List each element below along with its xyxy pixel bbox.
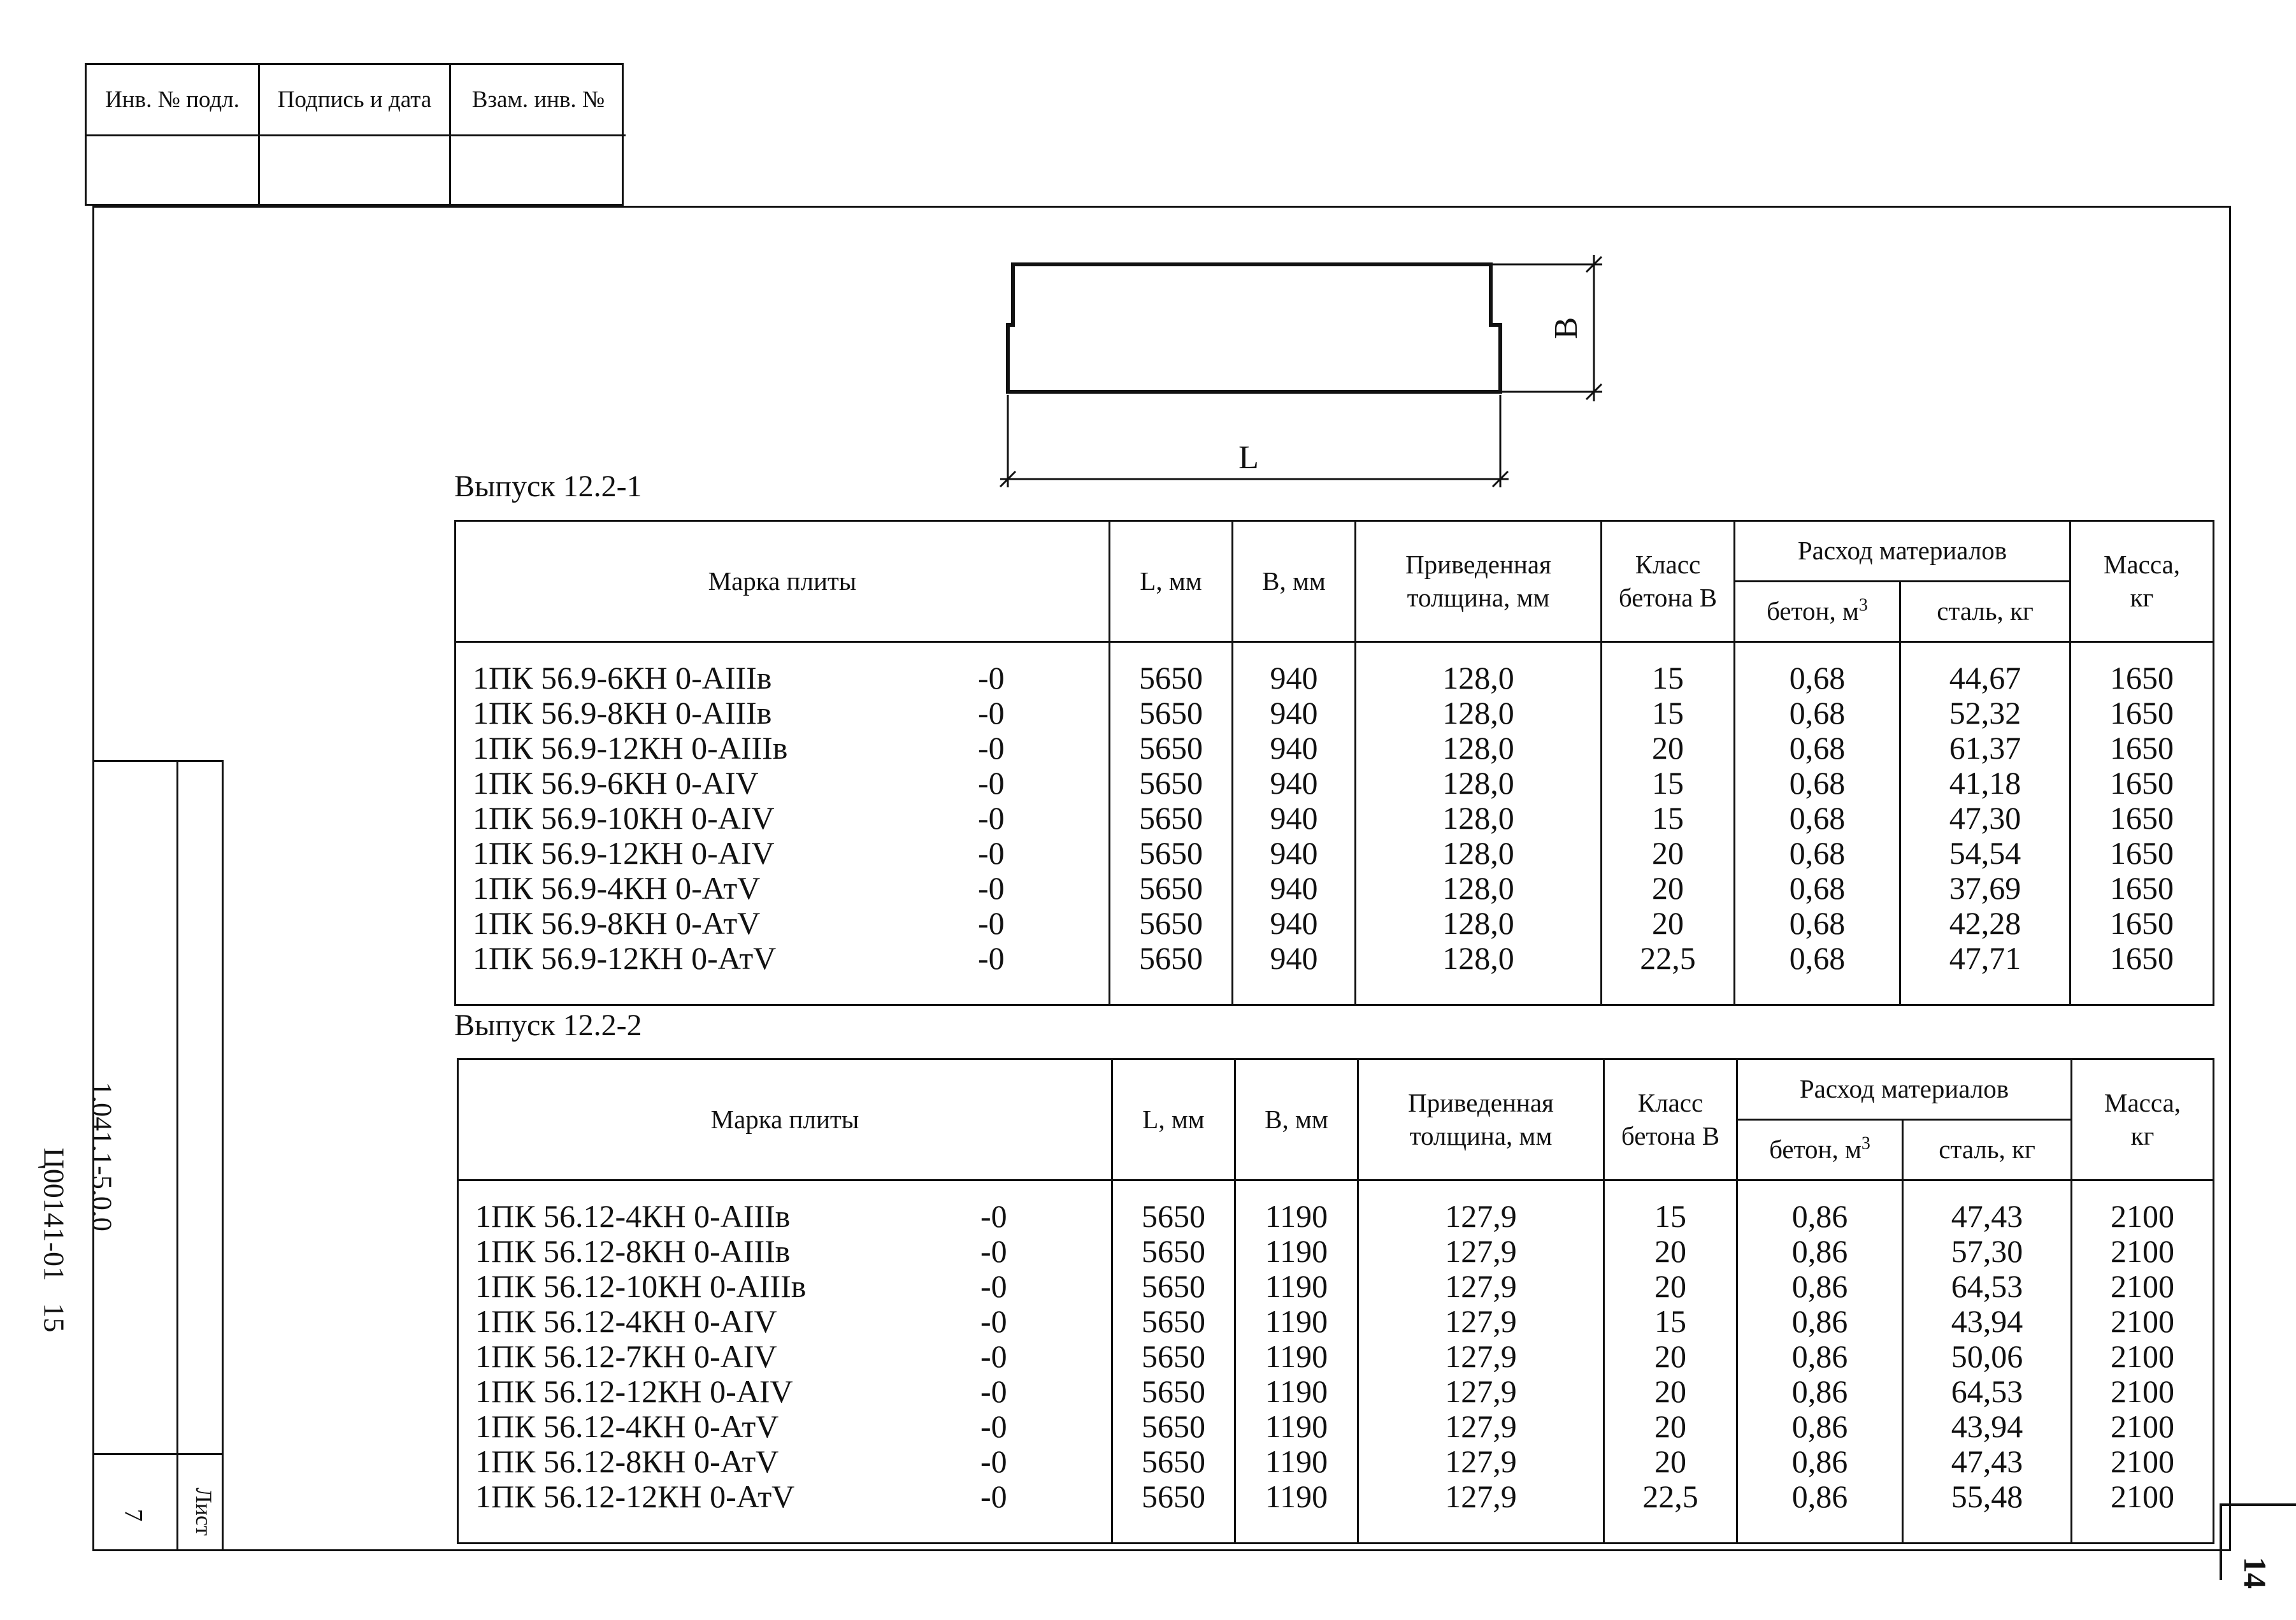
table-row-l: 5650 xyxy=(1139,800,1203,836)
header-concrete-class: Класс бетона B xyxy=(1604,1059,1737,1180)
table-row-mass: 1650 xyxy=(2110,905,2174,941)
plate-mark: 1ПК 56.12-8КН 0-АIIIв xyxy=(475,1233,791,1269)
table-row-l: 5650 xyxy=(1139,660,1203,696)
plate-mark: 1ПК 56.12-12КН 0-АтV xyxy=(475,1479,795,1514)
plate-mark-suffix: -0 xyxy=(978,835,1005,871)
table-row-steel: 47,30 xyxy=(1949,800,2021,836)
table-row-steel: 43,94 xyxy=(1951,1303,2023,1339)
table-row-b: 1190 xyxy=(1265,1303,1328,1339)
plate-mark: 1ПК 56.12-10КН 0-АIIIв xyxy=(475,1268,807,1304)
table-row-concrete: 0,68 xyxy=(1789,660,1846,696)
plate-mark-suffix: -0 xyxy=(980,1479,1007,1514)
plate-mark: 1ПК 56.12-4КН 0-АIV xyxy=(475,1303,777,1339)
table-row-l: 5650 xyxy=(1139,940,1203,976)
header-width: B, мм xyxy=(1235,1059,1358,1180)
page-number: 14 xyxy=(2237,1557,2273,1589)
table-row-class: 20 xyxy=(1654,1444,1686,1479)
table-row-steel: 42,28 xyxy=(1949,905,2021,941)
table-row-concrete: 0,68 xyxy=(1789,835,1846,871)
table-row-thickness: 127,9 xyxy=(1445,1409,1517,1444)
page-number-divider-top xyxy=(2220,1503,2296,1506)
table-row-l: 5650 xyxy=(1139,835,1203,871)
table-row-concrete: 0,86 xyxy=(1791,1444,1848,1479)
plate-mark: 1ПК 56.9-12КН 0-АтV xyxy=(473,940,777,976)
table-row-l: 5650 xyxy=(1139,695,1203,731)
plate-mark-suffix: -0 xyxy=(978,730,1005,766)
plate-mark-suffix: -0 xyxy=(980,1198,1007,1234)
table-row-mark xyxy=(473,661,1109,696)
table-row-mark xyxy=(475,1444,1111,1479)
column-length xyxy=(1110,642,1233,1005)
table-row-b: 1190 xyxy=(1265,1479,1328,1514)
plate-mark-suffix: -0 xyxy=(978,800,1005,836)
plate-mark-suffix: -0 xyxy=(978,870,1005,906)
plate-mark-suffix: -0 xyxy=(980,1268,1007,1304)
column-steel xyxy=(1903,1180,2072,1544)
table-row-steel: 41,18 xyxy=(1949,765,2021,801)
table-row-l: 5650 xyxy=(1142,1233,1205,1269)
dimension-b-label: B xyxy=(1548,317,1584,340)
table-row-l: 5650 xyxy=(1139,730,1203,766)
plate-mark: 1ПК 56.9-6КН 0-АIV xyxy=(473,765,759,801)
table-row-mass: 1650 xyxy=(2110,695,2174,731)
table-row-concrete: 0,68 xyxy=(1789,765,1846,801)
table-row-mark xyxy=(475,1374,1111,1409)
header-concrete-volume: бетон, $м^3$ xyxy=(1735,582,1900,642)
table-row-class: 22,5 xyxy=(1640,940,1696,976)
table-row-l: 5650 xyxy=(1139,765,1203,801)
table-row-class: 15 xyxy=(1652,765,1684,801)
plate-mark: 1ПК 56.12-4КН 0-АтV xyxy=(475,1409,779,1444)
table-row-mark xyxy=(473,906,1109,941)
table-row-class: 20 xyxy=(1652,870,1684,906)
plate-mark: 1ПК 56.12-8КН 0-АтV xyxy=(475,1444,779,1479)
table-row-class: 20 xyxy=(1652,730,1684,766)
table-row-thickness: 127,9 xyxy=(1445,1198,1517,1234)
header-thickness: Приведенная толщина, мм xyxy=(1358,1059,1604,1180)
table-row-mark xyxy=(475,1479,1111,1514)
table-row-concrete: 0,68 xyxy=(1789,940,1846,976)
table-row-l: 5650 xyxy=(1142,1479,1205,1514)
stamp-column-signature xyxy=(260,65,451,204)
plate-mark-suffix: -0 xyxy=(980,1303,1007,1339)
column-steel xyxy=(1900,642,2070,1005)
table-row-class: 20 xyxy=(1654,1409,1686,1444)
table-row-concrete: 0,86 xyxy=(1791,1338,1848,1374)
table-row-concrete: 0,86 xyxy=(1791,1409,1848,1444)
table-row-mass: 1650 xyxy=(2110,730,2174,766)
section-title-1: Выпуск 12.2-1 xyxy=(454,470,642,503)
column-mass xyxy=(2072,1180,2214,1544)
table-row-l: 5650 xyxy=(1139,905,1203,941)
dimension-l-label: L xyxy=(1238,440,1259,476)
table-row-b: 1190 xyxy=(1265,1268,1328,1304)
table-row-mass: 2100 xyxy=(2111,1233,2175,1269)
table-row-mass: 1650 xyxy=(2110,800,2174,836)
table-row-b: 940 xyxy=(1270,660,1318,696)
table-row-class: 20 xyxy=(1652,835,1684,871)
column-length xyxy=(1112,1180,1235,1544)
table-row-thickness: 127,9 xyxy=(1445,1303,1517,1339)
header-material-consumption: Расход материалов xyxy=(1737,1059,2072,1120)
table-row-thickness: 127,9 xyxy=(1445,1373,1517,1409)
table-row-steel: 64,53 xyxy=(1951,1268,2023,1304)
header-mass: Масса, кг xyxy=(2070,521,2214,642)
header-steel: сталь, кг xyxy=(1903,1120,2072,1180)
table-row-class: 20 xyxy=(1654,1338,1686,1374)
table-row-l: 5650 xyxy=(1142,1268,1205,1304)
table-row-thickness: 127,9 xyxy=(1445,1444,1517,1479)
stamp-column-inv xyxy=(87,65,260,204)
document-code: 1.041.1-5.0.0 xyxy=(86,1082,118,1231)
table-row-mark xyxy=(473,941,1109,976)
table-row-steel: 61,37 xyxy=(1949,730,2021,766)
column-mass xyxy=(2070,642,2214,1005)
table-row-class: 22,5 xyxy=(1642,1479,1698,1514)
table-row-steel: 43,94 xyxy=(1951,1409,2023,1444)
table-row-b: 940 xyxy=(1270,905,1318,941)
table-row-thickness: 128,0 xyxy=(1442,660,1514,696)
table-row-steel: 47,71 xyxy=(1949,940,2021,976)
table-row-mass: 2100 xyxy=(2111,1303,2175,1339)
plate-mark: 1ПК 56.9-8КН 0-АIIIв xyxy=(473,695,772,731)
table-row-thickness: 128,0 xyxy=(1442,800,1514,836)
table-row-b: 1190 xyxy=(1265,1338,1328,1374)
column-mark xyxy=(456,642,1110,1005)
table-row-mark xyxy=(475,1234,1111,1269)
table-row-steel: 55,48 xyxy=(1951,1479,2023,1514)
table-row-mass: 2100 xyxy=(2111,1409,2175,1444)
table-row-mark xyxy=(475,1409,1111,1444)
header-mass: Масса, кг xyxy=(2072,1059,2214,1180)
table-row-thickness: 127,9 xyxy=(1445,1338,1517,1374)
header-mark: Марка плиты xyxy=(456,521,1110,642)
plate-mark: 1ПК 56.9-8КН 0-АтV xyxy=(473,905,761,941)
plate-mark: 1ПК 56.9-4КН 0-АтV xyxy=(473,870,761,906)
spec-table-2 xyxy=(457,1058,2214,1544)
table-row-mass: 2100 xyxy=(2111,1338,2175,1374)
column-concrete-volume xyxy=(1737,1180,1903,1544)
table-row-b: 940 xyxy=(1270,765,1318,801)
table-row-concrete: 0,86 xyxy=(1791,1373,1848,1409)
plate-mark: 1ПК 56.12-12КН 0-АIV xyxy=(475,1373,793,1409)
table-row-concrete: 0,68 xyxy=(1789,730,1846,766)
table-row-steel: 54,54 xyxy=(1949,835,2021,871)
plate-mark-suffix: -0 xyxy=(978,940,1005,976)
table-row-thickness: 127,9 xyxy=(1445,1233,1517,1269)
plate-mark-suffix: -0 xyxy=(978,660,1005,696)
column-concrete-class xyxy=(1604,1180,1737,1544)
table-row-thickness: 128,0 xyxy=(1442,905,1514,941)
table-row-class: 15 xyxy=(1652,695,1684,731)
table-row-b: 940 xyxy=(1270,730,1318,766)
table-row-thickness: 127,9 xyxy=(1445,1268,1517,1304)
table-row-mark xyxy=(473,766,1109,801)
table-row-concrete: 0,86 xyxy=(1791,1268,1848,1304)
table-row-b: 1190 xyxy=(1265,1409,1328,1444)
plate-mark-suffix: -0 xyxy=(980,1338,1007,1374)
side-divider-vertical xyxy=(176,762,178,1549)
table-row-mark xyxy=(473,696,1109,731)
table-row-b: 940 xyxy=(1270,940,1318,976)
table-row-steel: 37,69 xyxy=(1949,870,2021,906)
header-length: L, мм xyxy=(1112,1059,1235,1180)
sheet-label: Лист xyxy=(191,1487,217,1536)
plate-mark: 1ПК 56.12-7КН 0-АIV xyxy=(475,1338,777,1374)
column-thickness xyxy=(1358,1180,1604,1544)
header-thickness: Приведенная толщина, мм xyxy=(1356,521,1602,642)
table-row-mass: 1650 xyxy=(2110,765,2174,801)
table-row-concrete: 0,86 xyxy=(1791,1303,1848,1339)
plate-mark: 1ПК 56.9-10КН 0-АIV xyxy=(473,800,775,836)
table-row-thickness: 128,0 xyxy=(1442,870,1514,906)
table-row-b: 940 xyxy=(1270,695,1318,731)
table-row-mark xyxy=(473,731,1109,766)
column-width xyxy=(1233,642,1356,1005)
plate-mark-suffix: -0 xyxy=(980,1409,1007,1444)
table-row-steel: 50,06 xyxy=(1951,1338,2023,1374)
table-row-l: 5650 xyxy=(1142,1444,1205,1479)
table-row-b: 1190 xyxy=(1265,1444,1328,1479)
table-row-class: 20 xyxy=(1652,905,1684,941)
table-row-mark xyxy=(475,1269,1111,1304)
header-concrete-volume: бетон, $м^3$ xyxy=(1737,1120,1903,1180)
table-row-l: 5650 xyxy=(1139,870,1203,906)
stamp-column-replacement xyxy=(451,65,626,204)
table-row-b: 940 xyxy=(1270,870,1318,906)
table-row-mark xyxy=(475,1304,1111,1339)
table-row-mass: 2100 xyxy=(2111,1444,2175,1479)
table-row-thickness: 128,0 xyxy=(1442,765,1514,801)
table-row-concrete: 0,68 xyxy=(1789,695,1846,731)
table-row-mass: 2100 xyxy=(2111,1373,2175,1409)
plate-mark-suffix: -0 xyxy=(980,1444,1007,1479)
plate-mark: 1ПК 56.9-6КН 0-АIIIв xyxy=(473,660,772,696)
table-row-mark xyxy=(473,836,1109,871)
header-steel: сталь, кг xyxy=(1900,582,2070,642)
stamp-header-inv: Инв. № подл. xyxy=(87,65,258,136)
table-row-steel: 44,67 xyxy=(1949,660,2021,696)
plate-mark: 1ПК 56.12-4КН 0-АIIIв xyxy=(475,1198,791,1234)
column-mark xyxy=(458,1180,1112,1544)
column-width xyxy=(1235,1180,1358,1544)
table-row-class: 15 xyxy=(1652,800,1684,836)
table-row-b: 1190 xyxy=(1265,1373,1328,1409)
table-row-steel: 47,43 xyxy=(1951,1198,2023,1234)
archive-code: Ц00141-01 15 xyxy=(38,1147,71,1333)
table-row-class: 20 xyxy=(1654,1268,1686,1304)
table-row-b: 1190 xyxy=(1265,1233,1328,1269)
table-row-class: 15 xyxy=(1654,1198,1686,1234)
table-row-mass: 1650 xyxy=(2110,835,2174,871)
table-row-mark xyxy=(475,1199,1111,1234)
table-row-steel: 52,32 xyxy=(1949,695,2021,731)
table-row-class: 20 xyxy=(1654,1373,1686,1409)
plate-mark-suffix: -0 xyxy=(978,765,1005,801)
table-row-mass: 2100 xyxy=(2111,1198,2175,1234)
plate-mark-suffix: -0 xyxy=(980,1373,1007,1409)
table-row-steel: 57,30 xyxy=(1951,1233,2023,1269)
table-row-mass: 2100 xyxy=(2111,1479,2175,1514)
page-number-divider xyxy=(2220,1503,2222,1580)
header-material-consumption: Расход материалов xyxy=(1735,521,2070,582)
column-concrete-class xyxy=(1602,642,1735,1005)
header-length: L, мм xyxy=(1110,521,1233,642)
sheet-number: 7 xyxy=(119,1509,148,1522)
column-concrete-volume xyxy=(1735,642,1900,1005)
table-row-class: 15 xyxy=(1652,660,1684,696)
table-row-concrete: 0,68 xyxy=(1789,870,1846,906)
table-row-thickness: 128,0 xyxy=(1442,835,1514,871)
plate-mark-suffix: -0 xyxy=(978,695,1005,731)
header-width: B, мм xyxy=(1233,521,1356,642)
table-row-l: 5650 xyxy=(1142,1373,1205,1409)
table-row-mark xyxy=(473,871,1109,906)
table-row-mark xyxy=(475,1339,1111,1374)
section-title-2: Выпуск 12.2-2 xyxy=(454,1008,642,1042)
table-row-l: 5650 xyxy=(1142,1338,1205,1374)
table-row-mass: 2100 xyxy=(2111,1268,2175,1304)
spec-table-1 xyxy=(454,520,2214,1006)
table-row-concrete: 0,86 xyxy=(1791,1233,1848,1269)
table-row-concrete: 0,68 xyxy=(1789,905,1846,941)
column-thickness xyxy=(1356,642,1602,1005)
table-row-b: 940 xyxy=(1270,835,1318,871)
stamp-header-signature: Подпись и дата xyxy=(260,65,449,136)
table-row-class: 15 xyxy=(1654,1303,1686,1339)
table-row-mass: 1650 xyxy=(2110,870,2174,906)
table-row-steel: 47,43 xyxy=(1951,1444,2023,1479)
plate-mark: 1ПК 56.9-12КН 0-АIIIв xyxy=(473,730,788,766)
stamp-header-replacement: Взам. инв. № xyxy=(451,65,626,136)
table-row-thickness: 128,0 xyxy=(1442,695,1514,731)
table-row-concrete: 0,86 xyxy=(1791,1479,1848,1514)
table-row-steel: 64,53 xyxy=(1951,1373,2023,1409)
table-row-concrete: 0,86 xyxy=(1791,1198,1848,1234)
table-row-thickness: 127,9 xyxy=(1445,1479,1517,1514)
table-row-mass: 1650 xyxy=(2110,940,2174,976)
header-mark: Марка плиты xyxy=(458,1059,1112,1180)
table-row-b: 940 xyxy=(1270,800,1318,836)
table-row-concrete: 0,68 xyxy=(1789,800,1846,836)
side-divider-horizontal xyxy=(94,1453,222,1455)
table-row-class: 20 xyxy=(1654,1233,1686,1269)
table-row-l: 5650 xyxy=(1142,1409,1205,1444)
table-row-thickness: 128,0 xyxy=(1442,730,1514,766)
table-row-mark xyxy=(473,801,1109,836)
table-row-thickness: 128,0 xyxy=(1442,940,1514,976)
approval-stamp xyxy=(85,63,624,206)
plate-outline xyxy=(1008,264,1500,392)
plate-mark-suffix: -0 xyxy=(978,905,1005,941)
table-row-mass: 1650 xyxy=(2110,660,2174,696)
plate-mark-suffix: -0 xyxy=(980,1233,1007,1269)
table-row-b: 1190 xyxy=(1265,1198,1328,1234)
plate-sketch xyxy=(981,242,1618,497)
header-concrete-class: Класс бетона B xyxy=(1602,521,1735,642)
table-row-l: 5650 xyxy=(1142,1303,1205,1339)
table-row-l: 5650 xyxy=(1142,1198,1205,1234)
plate-mark: 1ПК 56.9-12КН 0-АIV xyxy=(473,835,775,871)
